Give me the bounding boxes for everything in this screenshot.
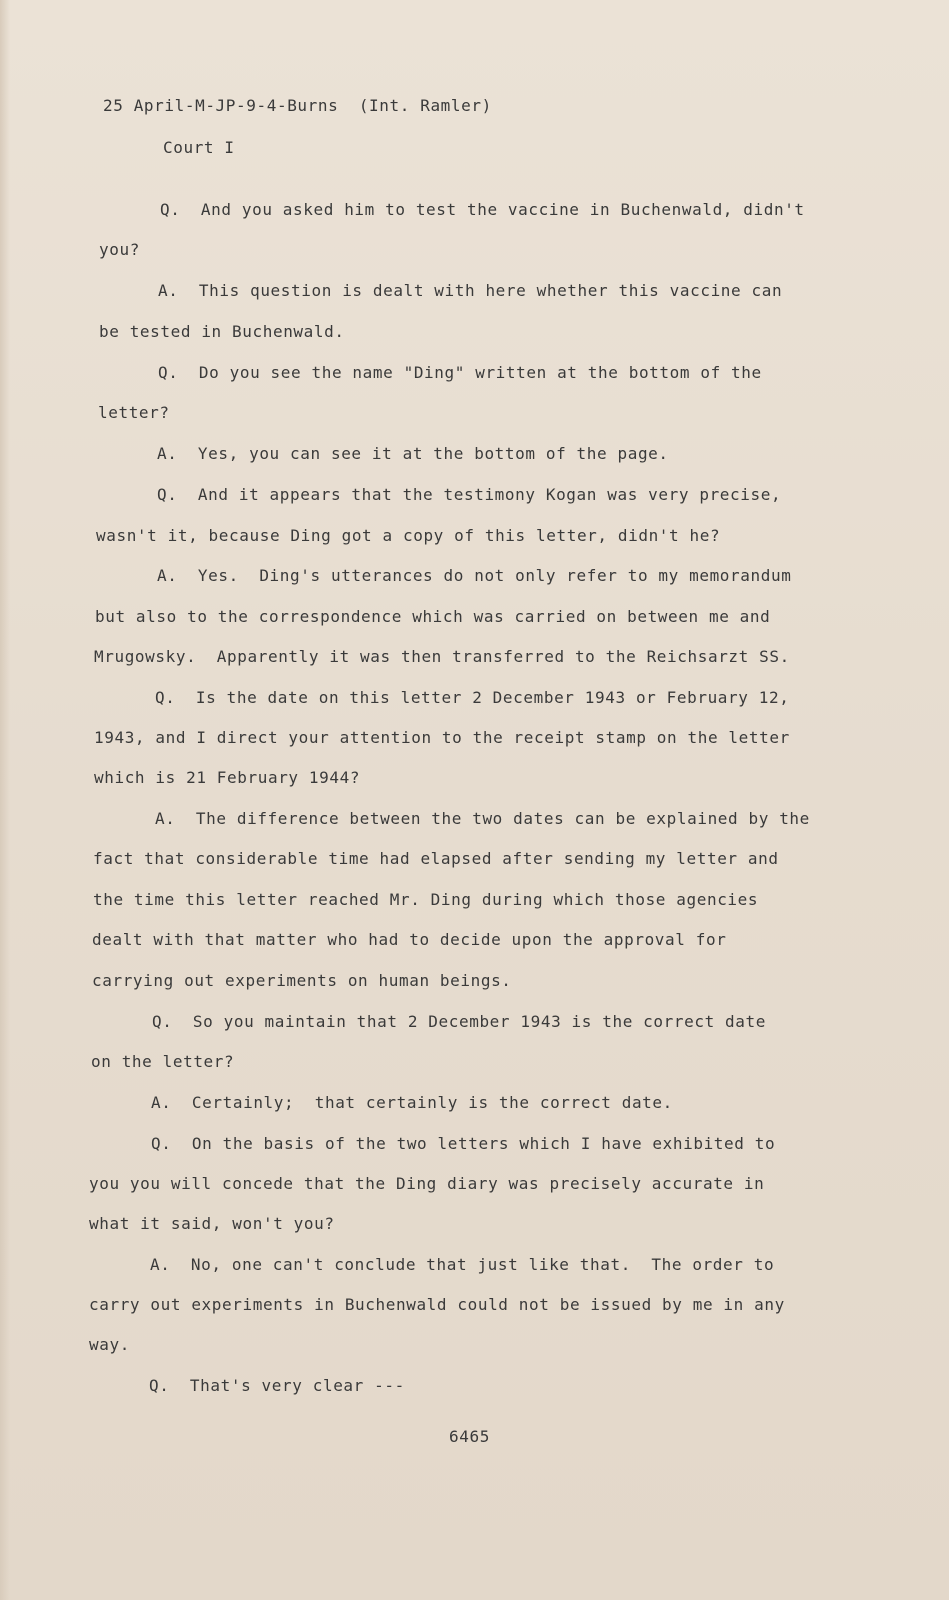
- text-line-6: letter?: [98, 403, 170, 422]
- text-line-9: wasn't it, because Ding got a copy of this letter, didn't he?: [96, 526, 721, 545]
- text-line-29: way.: [89, 1335, 130, 1354]
- text-line-25: you you will concede that the Ding diary was precisely accurate in: [89, 1174, 765, 1193]
- transcript-header: 25 April-M-JP-9-4-Burns (Int. Ramler): [103, 96, 492, 115]
- text-line-17: fact that considerable time had elapsed after sending my letter and: [93, 849, 779, 868]
- text-line-27: A. No, one can't conclude that just like that. The order to: [150, 1255, 775, 1274]
- text-line-11: but also to the correspondence which was carried on between me and: [95, 607, 771, 626]
- text-line-5: Q. Do you see the name "Ding" written at the bottom of the: [158, 363, 762, 382]
- text-line-8: Q. And it appears that the testimony Kogan was very precise,: [157, 485, 782, 504]
- page-edge-shadow: [0, 0, 10, 1600]
- court-label: Court I: [163, 138, 235, 157]
- text-line-28: carry out experiments in Buchenwald could not be issued by me in any: [89, 1295, 785, 1314]
- text-line-23: A. Certainly; that certainly is the correct date.: [151, 1093, 673, 1112]
- text-line-16: A. The difference between the two dates can be explained by the: [155, 809, 810, 828]
- text-line-13: Q. Is the date on this letter 2 December 1943 or February 12,: [155, 688, 790, 707]
- text-line-2: you?: [99, 240, 140, 259]
- text-line-4: be tested in Buchenwald.: [99, 322, 345, 341]
- page-number: 6465: [449, 1427, 490, 1446]
- text-line-24: Q. On the basis of the two letters which I have exhibited to: [151, 1134, 776, 1153]
- text-line-15: which is 21 February 1944?: [94, 768, 361, 787]
- text-line-26: what it said, won't you?: [89, 1214, 335, 1233]
- text-line-30: Q. That's very clear ---: [149, 1376, 405, 1395]
- text-line-12: Mrugowsky. Apparently it was then transferred to the Reichsarzt SS.: [94, 647, 790, 666]
- text-line-18: the time this letter reached Mr. Ding during which those agencies: [93, 890, 759, 909]
- text-line-20: carrying out experiments on human beings.: [92, 971, 512, 990]
- text-line-14: 1943, and I direct your attention to the receipt stamp on the letter: [94, 728, 790, 747]
- text-line-7: A. Yes, you can see it at the bottom of the page.: [157, 444, 669, 463]
- text-line-21: Q. So you maintain that 2 December 1943 is the correct date: [152, 1012, 766, 1031]
- text-line-22: on the letter?: [91, 1052, 235, 1071]
- text-line-10: A. Yes. Ding's utterances do not only refer to my memorandum: [157, 566, 792, 585]
- text-line-19: dealt with that matter who had to decide upon the approval for: [92, 930, 727, 949]
- text-line-3: A. This question is dealt with here whether this vaccine can: [158, 281, 783, 300]
- text-line-1: Q. And you asked him to test the vaccine in Buchenwald, didn't: [160, 200, 805, 219]
